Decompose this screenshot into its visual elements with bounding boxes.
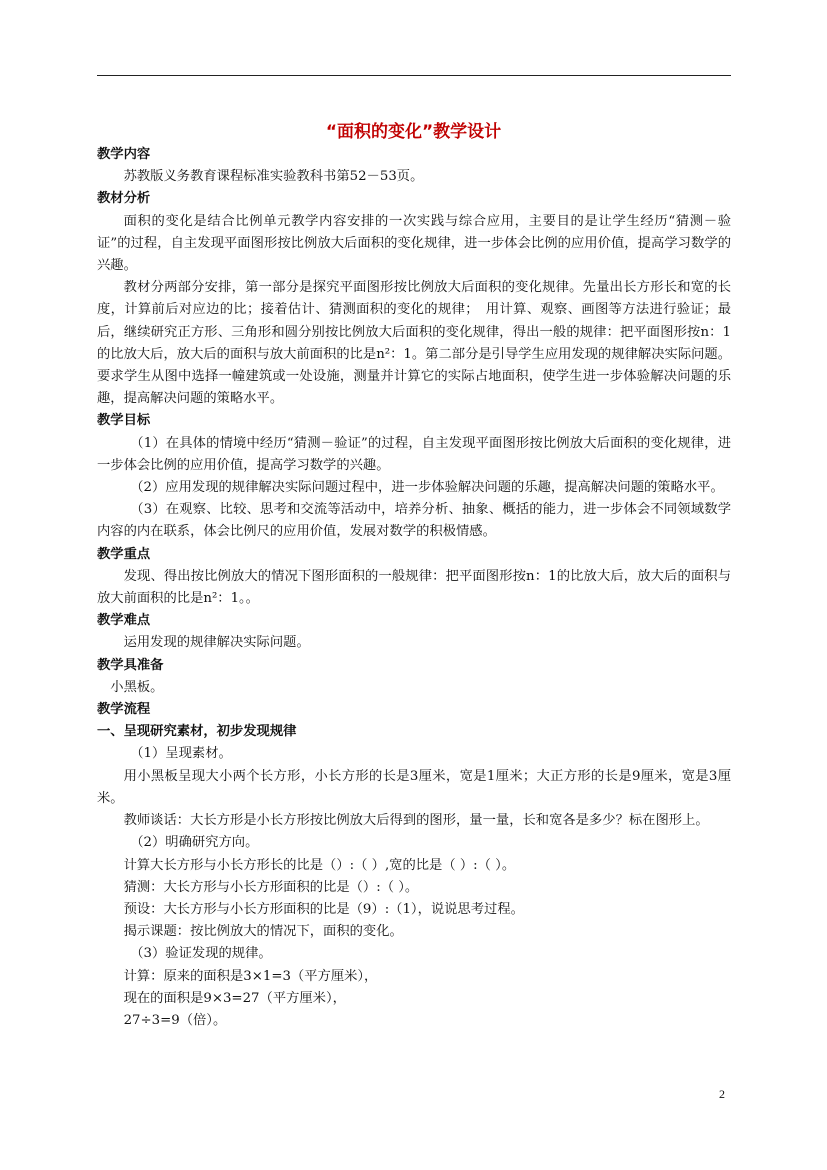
- paragraph: （3）在观察、比较、思考和交流等活动中，培养分析、抽象、概括的能力，进一步体会不同领域数学内容的内在联系，体会比例尺的应用价值，发展对数学的积极情感。: [97, 502, 731, 540]
- section-heading: 教学目标: [97, 413, 151, 429]
- paragraph: 计算大长方形与小长方形长的比是（）:（ ）,宽的比是（ ）:（ ）。: [123, 857, 516, 873]
- header-rule: [97, 75, 731, 76]
- paragraph: 面积的变化是结合比例单元教学内容安排的一次实践与综合应用，主要目的是让学生经历“猜测－验证”的过程，自主发现平面图形按比例放大后面积的变化规律，进一步体会比例的应用价值，提高学习数学的兴趣。: [97, 213, 731, 274]
- paragraph: （2）明确研究方向。: [130, 835, 259, 851]
- document-body: [97, 144, 731, 1032]
- paragraph: 运用发现的规律解决实际问题。: [123, 635, 310, 651]
- paragraph: （1）呈现素材。: [130, 746, 232, 762]
- paragraph: 教师谈话：大长方形是小长方形按比例放大后得到的图形，量一量，长和宽各是多少？标在图形上。: [123, 813, 709, 829]
- paragraph: 发现、得出按比例放大的情况下图形面积的一般规律：把平面图形按n：1的比放大后，放大后的面积与放大前面积的比是n²：1。。: [97, 568, 731, 607]
- page-title: “面积的变化”教学设计: [325, 122, 502, 142]
- section-heading: 教材分析: [97, 191, 151, 207]
- page-number: 2: [719, 1087, 725, 1101]
- paragraph: 计算：原来的面积是3×1=3（平方厘米），: [123, 968, 378, 984]
- section-heading: 教学内容: [97, 147, 151, 162]
- paragraph: 用小黑板呈现大小两个长方形，小长方形的长是3厘米，宽是1厘米；大正方形的长是9厘米，宽是3厘米。: [97, 768, 731, 806]
- paragraph: （2）应用发现的规律解决实际问题过程中，进一步体验解决问题的乐趣，提高解决问题的策略水平。: [130, 480, 724, 496]
- section-heading: 一、呈现研究素材，初步发现规律: [97, 724, 297, 740]
- section-heading: 教学流程: [97, 702, 151, 718]
- paragraph: （3）验证发现的规律。: [130, 946, 272, 962]
- section-heading: 教学重点: [97, 546, 151, 562]
- paragraph: 预设：大长方形与小长方形面积的比是（9）:（1），说说思考过程。: [123, 901, 524, 917]
- paragraph: 现在的面积是9×3=27（平方厘米），: [123, 990, 346, 1006]
- paragraph: 教材分两部分安排，第一部分是探究平面图形按比例放大后面积的变化规律。先量出长方形长和宽的长度，计算前后对应边的比；接着估计、猜测面积的变化的规律； 用计算、观察、画图等方法进行验证；最后，继续研究正方形、三角形和圆分别按比例放大后面积的变化规律，得出一般的规律：把平面图形按n：1的比放大后，放大后的面积与放大前面积的比是n²：1。第二部分是引导学生应用发现的规律解决实际问题。要求学生从图中选择一幢建筑或一处设施，测量并计算它的实际占地面积，使学生进一步体验解决问题的乐趣，提高解决问题的策略水平。: [97, 280, 732, 407]
- paragraph: 苏教版义务教育课程标准实验教科书第52－53页。: [123, 169, 424, 185]
- paragraph: （1）在具体的情境中经历“猜测－验证”的过程，自主发现平面图形按比例放大后面积的变化规律，进一步体会比例的应用价值，提高学习数学的兴趣。: [97, 435, 731, 473]
- section-heading: 教学难点: [97, 613, 151, 629]
- section-heading: 教学具准备: [97, 657, 164, 673]
- paragraph: 小黑板。: [110, 679, 164, 695]
- paragraph: 猜测：大长方形与小长方形面积的比是（）:（ ）。: [123, 879, 419, 895]
- paragraph: 27÷3=9（倍）。: [123, 1012, 227, 1028]
- paragraph: 揭示课题：按比例放大的情况下，面积的变化。: [123, 924, 403, 940]
